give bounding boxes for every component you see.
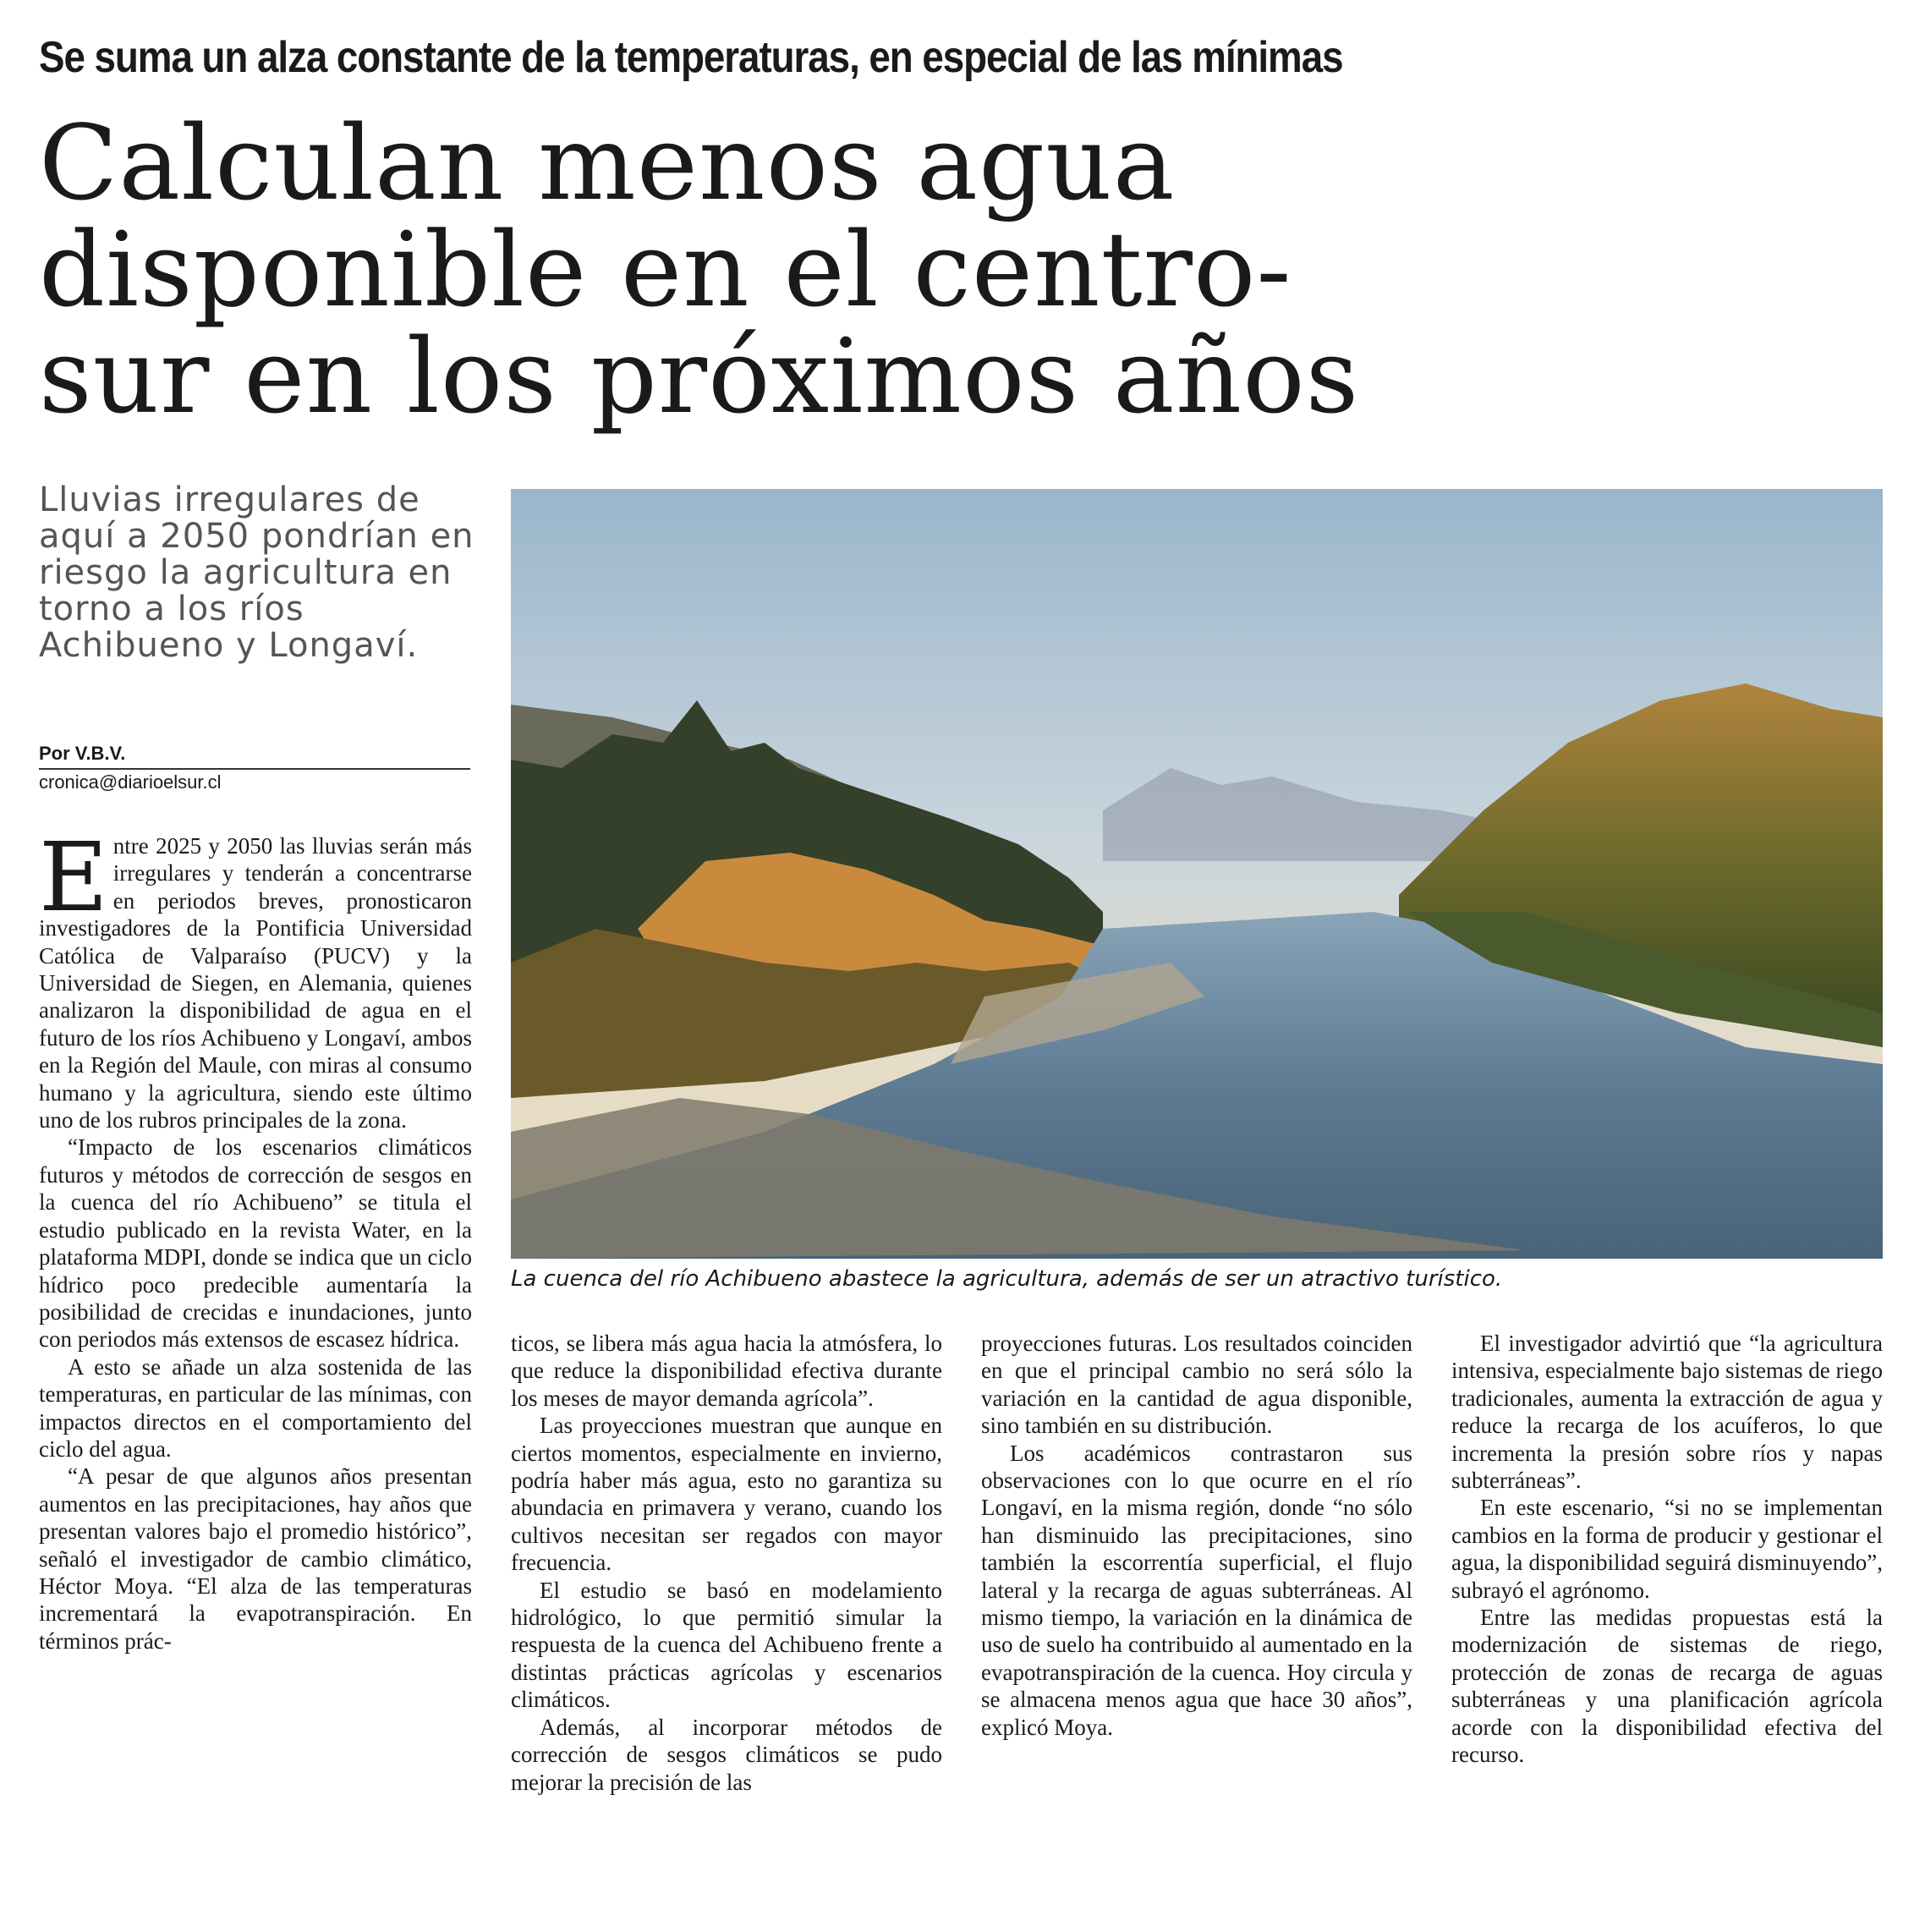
article-column-2 — [511, 1330, 942, 1796]
drop-cap: E — [39, 823, 108, 933]
headline-line: disponible en el centro- — [39, 210, 1292, 330]
headline-line: sur en los próximos años — [39, 316, 1360, 436]
paragraph: proyecciones futuras. Los resultados coinciden en que el principal cambio no será sólo la variación en la cantidad de agua disponible, sino también en su distribución. — [981, 1331, 1412, 1439]
river-photo — [511, 489, 1883, 1259]
headline-line: Calculan menos agua — [39, 103, 1176, 223]
paragraph: ticos, se libera más agua hacia la atmósfera, lo que reduce la disponibilidad efectiva durante los meses de mayor demanda agrícola”. — [511, 1331, 942, 1411]
paragraph: En este escenario, “si no se implementan cambios en la forma de producir y gestionar el agua, la disponibilidad seguirá disminuyendo”, subrayó el agrónomo. — [1451, 1495, 1883, 1603]
byline: Por V.B.V. — [39, 743, 470, 770]
paragraph: Las proyecciones muestran que aunque en ciertos momentos, especialmente en invierno, podría haber más agua, esto no garantiza su abundacia en primavera y verano, cuando los cultivos necesitan ser regados con mayor frecuencia. — [511, 1413, 942, 1576]
paragraph: “A pesar de que algunos años presentan aumentos en las precipitaciones, hay años que presentan valores bajo el promedio histórico”, señaló el investigador de cambio climático, Héctor Moya. “El alza de las temperaturas incrementará la evapotranspiración. En términos prác- — [39, 1463, 472, 1654]
article-column-1 — [39, 823, 472, 1655]
article-column-3 — [981, 1330, 1412, 1741]
headline — [39, 103, 1360, 436]
deck: Lluvias irregulares de aquí a 2050 pondrían en riesgo la agricultura en torno a los ríos Achibueno y Longaví. — [39, 480, 474, 665]
paragraph: “Impacto de los escenarios climáticos futuros y métodos de corrección de sesgos en la cuenca del río Achibueno” se titula el estudio publicado en la revista Water, en la plataforma MDPI, donde se indica que un ciclo hídrico poco predecible aumentaría la posibilidad de crecidas e inundaciones, junto con periodos más extensos de escasez hídrica. — [39, 1134, 472, 1353]
author-email: cronica@diarioelsur.cl — [39, 771, 222, 793]
kicker: Se suma un alza constante de la temperaturas, en especial de las mínimas — [39, 33, 1343, 82]
paragraph: El investigador advirtió que “la agricultura intensiva, especialmente bajo sistemas de riego tradicionales, aumenta la extracción de agua y reduce la recarga de los acuíferos, lo que incrementa la presión sobre ríos y napas subterráneas”. — [1451, 1331, 1883, 1494]
paragraph: Además, al incorporar métodos de corrección de sesgos climáticos se pudo mejorar la precisión de las — [511, 1714, 942, 1795]
paragraph: El estudio se basó en modelamiento hidrológico, lo que permitió simular la respuesta de la cuenca del Achibueno frente a distintas prácticas agrícolas y escenarios climáticos. — [511, 1577, 942, 1713]
paragraph: A esto se añade un alza sostenida de las temperaturas, en particular de las mínimas, con impactos directos en el comportamiento del ciclo del agua. — [39, 1353, 472, 1462]
paragraph: Los académicos contrastaron sus observaciones con lo que ocurre en el río Longaví, en la misma región, donde “no sólo han disminuido las precipitaciones, sino también la escorrentía superficial, el flujo lateral y la recarga de aguas subterráneas. Al mismo tiempo, la variación en la dinámica de uso de suelo ha contribuido al aumentado en la evapotranspiración de la cuenca. Hoy circula y se almacena menos agua que hace 30 años”, explicó Moya. — [981, 1440, 1412, 1740]
photo-caption: La cuenca del río Achibueno abastece la agricultura, además de ser un atractivo turístico. — [511, 1266, 1503, 1292]
article-column-4 — [1451, 1330, 1883, 1769]
paragraph: Entre las medidas propuestas está la modernización de sistemas de riego, protección de zonas de recarga de aguas subterráneas y una planificación agrícola acorde con la disponibilidad efectiva del recurso. — [1451, 1605, 1883, 1768]
paragraph: ntre 2025 y 2050 las lluvias serán más irregulares y tenderán a concentrarse en periodos breves, pronosticaron investigadores de la Pontificia Universidad Católica de Valparaíso (PUCV) y la Universidad de Siegen, en Alemania, quienes analizaron la disponibilidad de agua en el futuro de los ríos Achibueno y Longaví, ambos en la Región del Maule, con miras al consumo humano y la agricultura, siendo este último uno de los rubros principales de la zona. — [39, 833, 472, 1133]
